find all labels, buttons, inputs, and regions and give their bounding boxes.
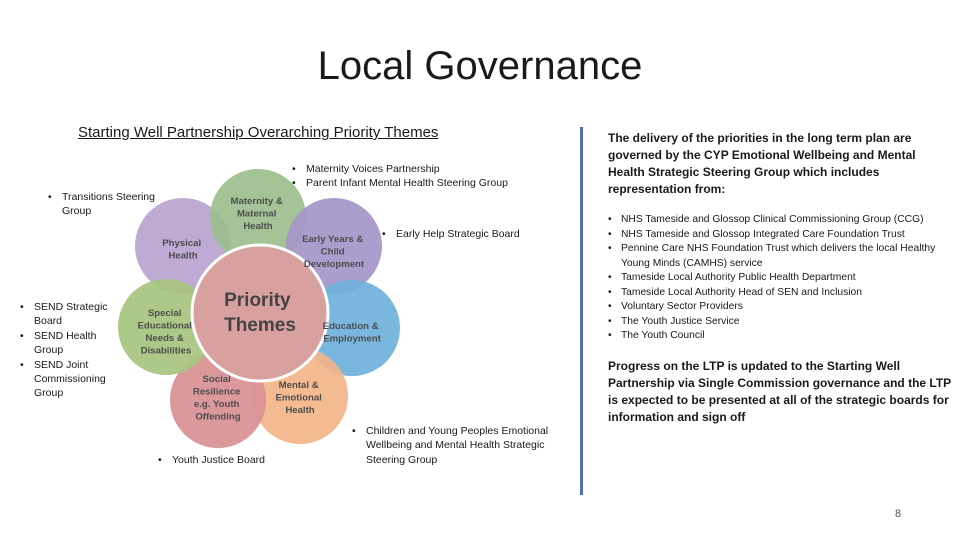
- board-item: • SEND Joint Commissioning Group: [20, 358, 120, 401]
- petal-label-physical-health: [162, 238, 204, 262]
- list-item: • NHS Tameside and Glossop Integrated Care Foundation Trust: [608, 228, 958, 243]
- petal-label-line: Physical: [162, 238, 202, 249]
- petal-label-line: Maternal: [236, 208, 277, 220]
- petal-label-line: Early Years &: [302, 234, 364, 245]
- petal-label-line: Offending: [195, 411, 241, 423]
- board-item: • SEND Health Group: [20, 329, 120, 358]
- petal-label-line: Health: [168, 250, 198, 262]
- board-item: • Early Help Strategic Board: [382, 227, 552, 241]
- board-item: • Youth Justice Board: [158, 453, 288, 467]
- column-divider: [580, 127, 583, 495]
- petal-label-line: Needs &: [145, 333, 184, 344]
- representation-list: [608, 213, 958, 344]
- progress-note: Progress on the LTP is updated to the Starting Well Partnership via Single Commission governance and the LTP is expected to be presented at all of the strategic boards for information and sign off: [608, 359, 951, 424]
- petal-label-line: Mental &: [278, 380, 319, 391]
- slide-title: Local Governance: [317, 44, 643, 88]
- page-number: 8: [895, 508, 902, 520]
- petal-label-line: Development: [303, 259, 365, 270]
- center-label-line: Themes: [224, 315, 296, 336]
- board-item: • SEND Strategic Board: [20, 300, 120, 329]
- petal-label-line: Employment: [323, 333, 381, 345]
- petal-label-line: e.g. Youth: [193, 399, 240, 410]
- petal-label-line: Resilience: [192, 386, 241, 398]
- board-item: • Transitions Steering Group: [48, 190, 158, 219]
- petal-label-line: Disabilities: [140, 345, 192, 357]
- petal-label-line: Emotional: [275, 392, 322, 404]
- list-item: • Tameside Local Authority Public Health Department: [608, 271, 958, 286]
- petal-label-line: Educational: [137, 320, 192, 332]
- petal-label-education: [323, 321, 382, 345]
- petal-label-line: Social: [202, 374, 231, 385]
- list-item: • NHS Tameside and Glossop Clinical Commissioning Group (CCG): [608, 213, 958, 228]
- petal-label-line: Special: [147, 308, 182, 319]
- petal-label-line: Child: [320, 246, 345, 258]
- petal-label-line: Maternity &: [230, 196, 283, 207]
- list-item: • The Youth Justice Service: [608, 315, 958, 330]
- petal-label-line: Health: [243, 221, 273, 232]
- board-item: • Parent Infant Mental Health Steering Group: [292, 176, 552, 190]
- diagram-subtitle: Starting Well Partnership Overarching Priority Themes: [78, 124, 439, 141]
- board-item: • Children and Young Peoples Emotional Wellbeing and Mental Health Strategic Steering Group: [352, 424, 572, 467]
- list-item: • Tameside Local Authority Head of SEN and Inclusion: [608, 286, 958, 301]
- petal-label-line: Health: [285, 405, 315, 416]
- petal-label-line: Education &: [322, 321, 379, 332]
- priority-themes-diagram: [100, 160, 420, 460]
- list-item: • The Youth Council: [608, 329, 958, 344]
- center-label-line: Priority: [224, 290, 291, 311]
- board-item: • Maternity Voices Partnership: [292, 162, 552, 176]
- list-item: • Voluntary Sector Providers: [608, 300, 958, 315]
- governance-intro: The delivery of the priorities in the long term plan are governed by the CYP Emotional Wellbeing and Mental Health Strategic Steering Group which includes representation from:: [608, 131, 916, 196]
- list-item: • Pennine Care NHS Foundation Trust which delivers the local Healthy Young Minds (CAMHS) service: [608, 242, 958, 271]
